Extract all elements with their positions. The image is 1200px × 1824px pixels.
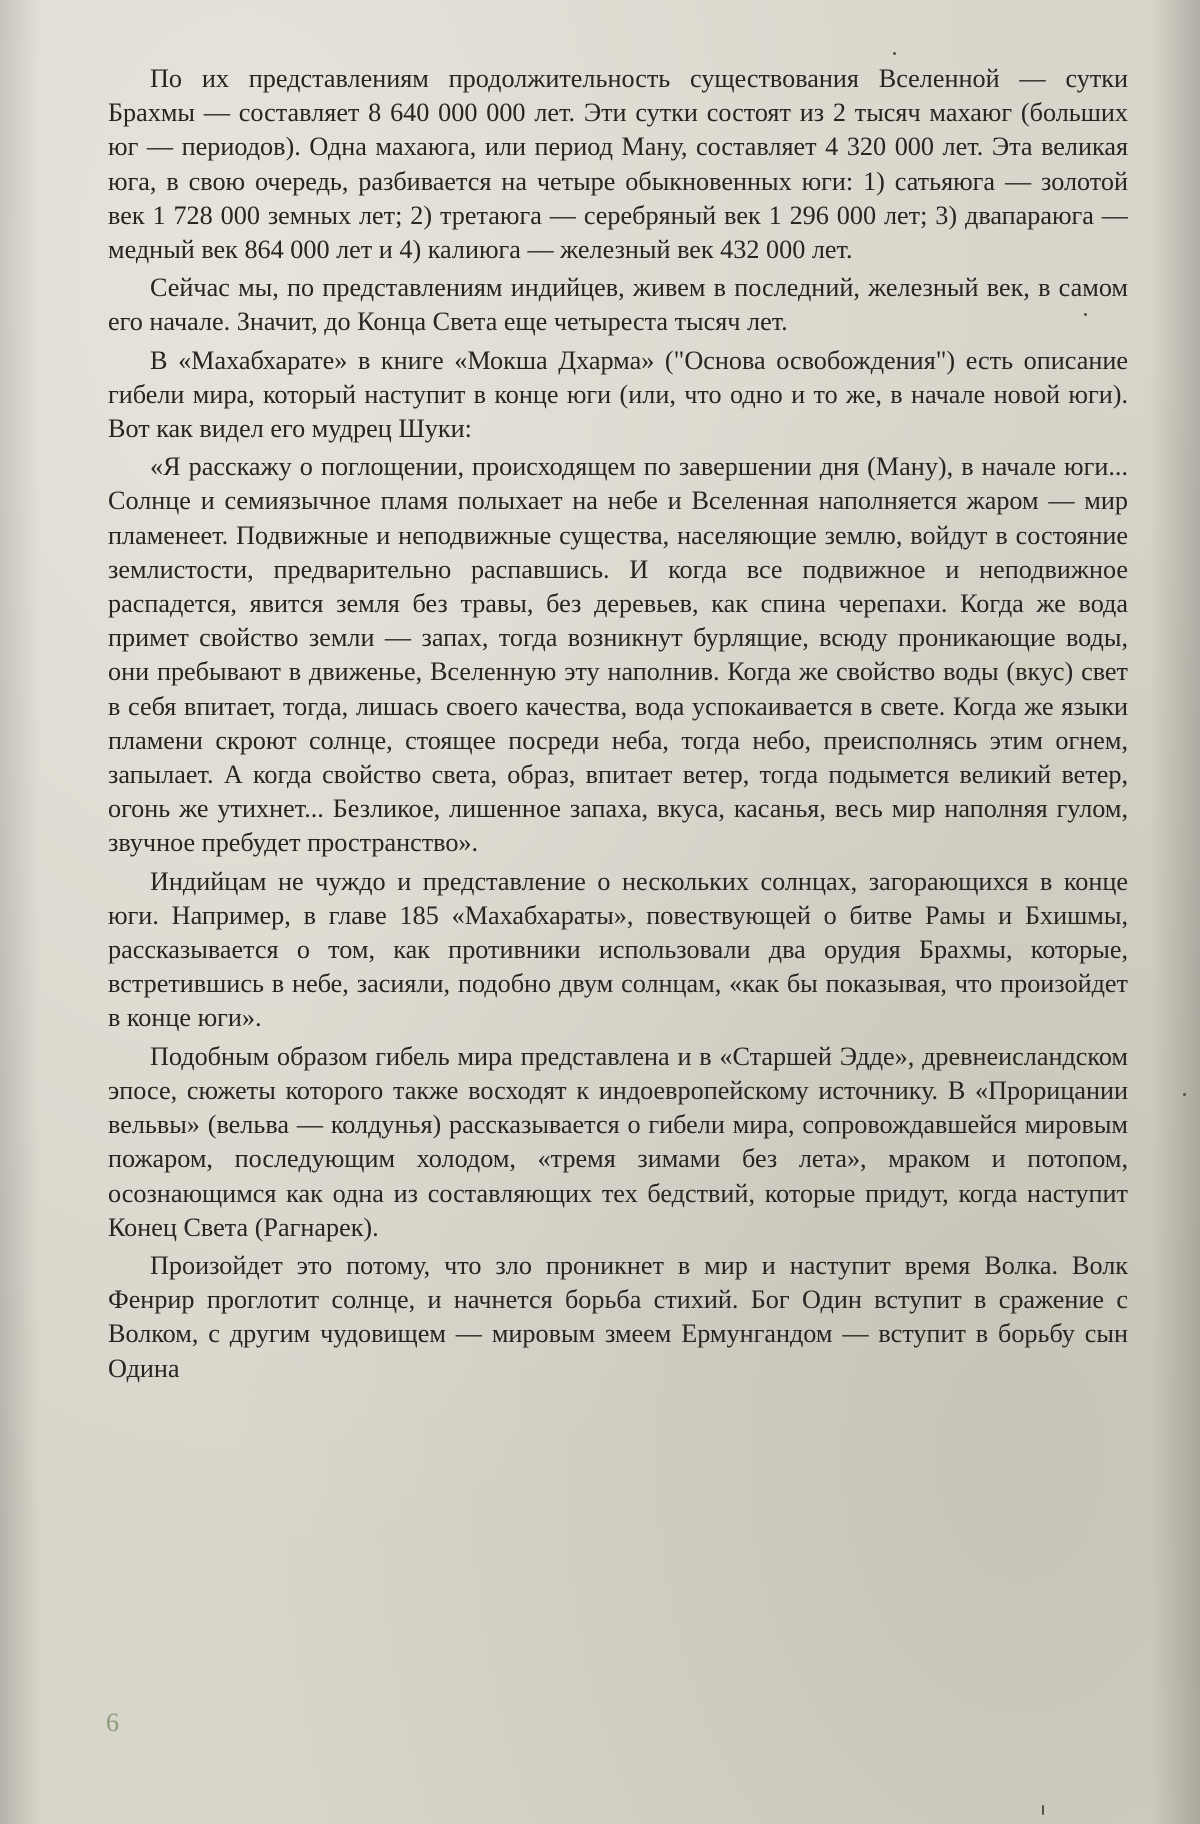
page-number: 6 bbox=[106, 1708, 119, 1737]
paragraph-several-suns: Индийцам не чуждо и представление о нескольких солнцах, загорающихся в конце юги. Например, в главе 185 «Махабхараты», повествующей о битве Рамы и Бхишмы, рассказывается о том, как противники использовали два орудия Брахмы, которые, встретившись в небе, засияли, подобно двум солнцам, «как бы показывая, что произойдет в конце юги». bbox=[108, 866, 1128, 1033]
paragraph-current-age: Сейчас мы, по представлениям индийцев, живем в последний, железный век, в самом его начале. Значит, до Конца Света еще четыреста тысяч лет. bbox=[108, 273, 1128, 337]
paragraph-elder-edda: Подобным образом гибель мира представлена и в «Старшей Эдде», древнеисландском эпосе, сюжеты которого также восходят к индоевропейскому источнику. В «Прорицании вельвы» (вельва — колдунья) рассказывается о гибели мира, сопровождавшейся мировым пожаром, последующим холодом, «тремя зимами без лета», мраком и потопом, осознающимся как одна из составляющих тех бедствий, которые придут, когда наступит Конец Света (Рагнарек). bbox=[108, 1041, 1128, 1242]
print-speck bbox=[893, 52, 896, 55]
paragraph-shuki-quote: «Я расскажу о поглощении, происходящем по завершении дня (Ману), в начале юги... Солнце и семиязычное пламя полыхает на небе и Вселенная наполняется жаром — мир пламенеет. Подвижные и неподвижные существа, населяющие землю, войдут в состояние землистости, предварительно распавшись. И когда все подвижное и неподвижное распадется, явится земля без травы, без деревьев, как спина черепахи. Когда же вода примет свойство земли — запах, тогда возникнут бурлящие, всюду проникающие воды, они пребывают в движенье, Вселенную эту наполнив. Когда же свойство воды (вкус) свет в себя впитает, тогда, лишась своего качества, вода успокаивается в свете. Когда же языки пламени скроют солнце, стоящее посреди неба, тогда небо, преисполнясь этим огнем, запылает. А когда свойство света, образ, впитает ветер, тогда подымется великий ветер, огонь же утихнет... Безликое, лишенное запаха, вкуса, касанья, весь мир наполняя гулом, звучное пребудет пространство». bbox=[108, 452, 1128, 858]
paragraph-time-of-wolf: Произойдет это потому, что зло проникнет в мир и наступит время Волка. Волк Фенрир проглотит солнце, и начнется борьба стихий. Бог Один вступит в сражение с Волком, с другим чудовищем — мировым змеем Ермунгандом — вступит в борьбу сын Одина bbox=[108, 1250, 1128, 1383]
paragraph-mahabharata-intro: В «Махабхарате» в книге «Мокша Дхарма» ("Основа освобождения") есть описание гибели мира, который наступит в конце юги (или, что одно и то же, в начале новой юги). Вот как видел его мудрец Шуки: bbox=[108, 345, 1128, 444]
body-text bbox=[108, 62, 1128, 1390]
print-speck bbox=[1084, 313, 1087, 316]
print-speck bbox=[1042, 1805, 1044, 1815]
print-speck bbox=[1183, 1093, 1186, 1096]
paragraph-yuga-durations: По их представлениям продолжительность существования Вселенной — сутки Брахмы — составляет 8 640 000 000 лет. Эти сутки состоят из 2 тысяч махаюг (больших юг — периодов). Одна махаюга, или период Ману, составляет 4 320 000 лет. Эта великая юга, в свою очередь, разбивается на четыре обыкновенных юги: 1) сатьяюга — золотой век 1 728 000 земных лет; 2) третаюга — серебряный век 1 296 000 лет; 3) двапараюга — медный век 864 000 лет и 4) калиюга — железный век 432 000 лет. bbox=[108, 64, 1128, 265]
